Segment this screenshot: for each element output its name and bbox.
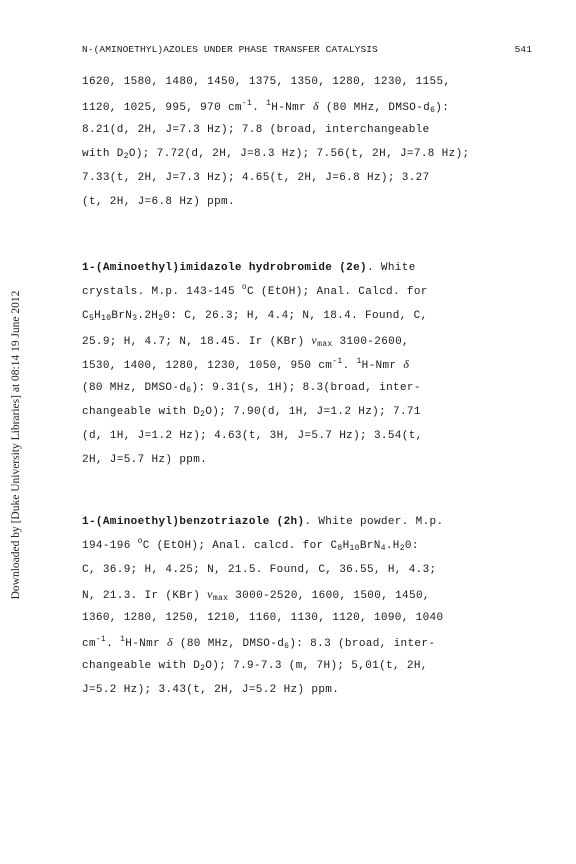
text-line: (d, 1H, J=1.2 Hz); 4.63(t, 3H, J=5.7 Hz); 3.54(t, <box>82 430 423 442</box>
text-line: changeable with $D_2O$); 7.9-7.3 (m, 7H); 5,01(t, 2H, <box>82 660 428 673</box>
watermark-text: Downloaded by [Duke University Libraries] at 08:14 19 June 2012 <box>10 290 22 600</box>
running-title: N-(AMINOETHYL)AZOLES UNDER PHASE TRANSFER CATALYSIS <box>82 44 378 55</box>
text-line: 194-196 $^o$C (EtOH); Anal. calcd. for $C_8H_{10}BrN_4.H_20$: <box>82 537 419 553</box>
text-line: 1360, 1280, 1250, 1210, 1160, 1130, 1120, 1090, 1040 <box>82 612 444 624</box>
text-line: with $D_2O$); 7.72(d, 2H, J=8.3 Hz); 7.56(t, 2H, J=7.8 Hz); <box>82 148 470 161</box>
compound-2e-entry <box>82 256 552 472</box>
text-line: 1-(Aminoethyl)imidazole hydrobromide (2e). White <box>82 262 416 274</box>
text-line: changeable with $D_2O$); 7.90(d, 1H, J=1.2 Hz); 7.71 <box>82 406 421 419</box>
text-line: crystals. M.p. 143-145 $^o$C (EtOH); Anal. Calcd. for <box>82 283 428 298</box>
text-line: 2H, J=5.7 Hz) ppm. <box>82 454 208 466</box>
text-line: 8.21(d, 2H, J=7.3 Hz); 7.8 (broad, interchangeable <box>82 124 430 136</box>
page-number: 541 <box>514 44 532 55</box>
text-line: 1530, 1400, 1280, 1230, 1050, 950 $cm^{-1}$. $^1$H-Nmr δ <box>82 357 410 372</box>
text-line: $C_5H_{10}BrN_3.2H_20$: C, 26.3; H, 4.4; N, 18.4. Found, C, <box>82 310 428 323</box>
text-line: $cm^{-1}$. $^1$H-Nmr δ (80 MHz, DMSO-$d_6$): 8.3 (broad, inter- <box>82 635 436 651</box>
download-watermark <box>3 255 29 635</box>
text-line: 1-(Aminoethyl)benzotriazole (2h). White powder. M.p. <box>82 516 444 528</box>
text-line: 25.9; H, 4.7; N, 18.45. Ir (KBr) $\nu_{max}$ 3100-2600, <box>82 333 409 349</box>
text-line: (t, 2H, J=6.8 Hz) ppm. <box>82 196 235 208</box>
text-line: C, 36.9; H, 4.25; N, 21.5. Found, C, 36.55, H, 4.3; <box>82 564 437 576</box>
text-line: 7.33(t, 2H, J=7.3 Hz); 4.65(t, 2H, J=6.8 Hz); 3.27 <box>82 172 430 184</box>
compound-title: 1-(Aminoethyl)imidazole hydrobromide (2e) <box>82 262 367 274</box>
compound-title: 1-(Aminoethyl)benzotriazole (2h) <box>82 516 305 528</box>
text-line: N, 21.3. Ir (KBr) $\nu_{max}$ 3000-2520, 1600, 1500, 1450, <box>82 587 430 603</box>
text-line: 1120, 1025, 995, 970 $cm^{-1}$. $^1$H-Nmr δ (80 MHz, DMSO-$d_6$): <box>82 99 450 115</box>
compound-2h-entry <box>82 510 552 702</box>
text-line: 1620, 1580, 1480, 1450, 1375, 1350, 1280, 1230, 1155, <box>82 76 451 88</box>
page-header <box>82 44 532 58</box>
text-line: (80 MHz, DMSO-$d_6$): 9.31(s, 1H); 8.3(broad, inter- <box>82 382 421 395</box>
text-line: J=5.2 Hz); 3.43(t, 2H, J=5.2 Hz) ppm. <box>82 684 340 696</box>
spectral-data-continuation <box>82 70 552 214</box>
